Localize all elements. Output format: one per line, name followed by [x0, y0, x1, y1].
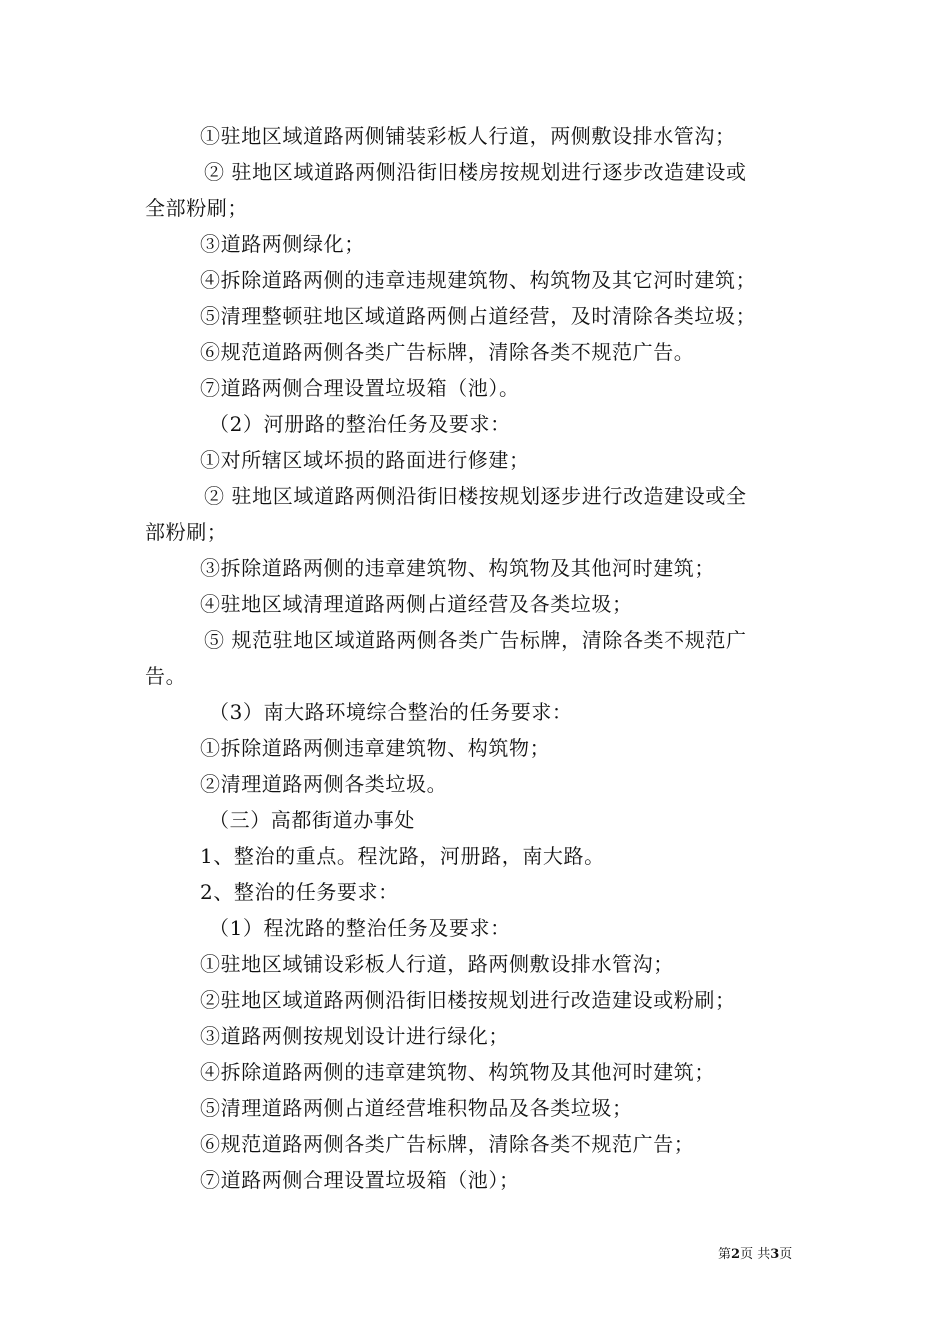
body-line: 告。 — [145, 664, 187, 688]
body-line: ② 驻地区域道路两侧沿街旧楼房按规划进行逐步改造建设或 — [204, 160, 747, 184]
body-line: ④拆除道路两侧的违章建筑物、构筑物及其他河时建筑； — [200, 1060, 715, 1084]
body-line: ⑤清理整顿驻地区域道路两侧占道经营，及时清除各类垃圾； — [200, 304, 757, 328]
body-line: ②清理道路两侧各类垃圾。 — [200, 772, 448, 796]
body-line: ⑦道路两侧合理设置垃圾箱（池）。 — [200, 376, 520, 400]
body-line: ⑥规范道路两侧各类广告标牌，清除各类不规范广告。 — [200, 340, 695, 364]
footer-suffix: 页 — [779, 1247, 793, 1262]
body-line: ③道路两侧绿化； — [200, 232, 365, 256]
body-line: ④拆除道路两侧的违章违规建筑物、构筑物及其它河时建筑； — [200, 268, 757, 292]
body-line: 部粉刷； — [145, 520, 228, 544]
footer-current-page: 2 — [731, 1247, 741, 1262]
body-line: ⑥规范道路两侧各类广告标牌，清除各类不规范广告； — [200, 1132, 695, 1156]
body-line: ④驻地区域清理道路两侧占道经营及各类垃圾； — [200, 592, 633, 616]
body-line: ①拆除道路两侧违章建筑物、构筑物； — [200, 736, 551, 760]
body-line: ③道路两侧按规划设计进行绿化； — [200, 1024, 509, 1048]
document-body — [145, 118, 810, 1198]
body-line: ③拆除道路两侧的违章建筑物、构筑物及其他河时建筑； — [200, 556, 715, 580]
body-line: ①驻地区域道路两侧铺装彩板人行道，两侧敷设排水管沟； — [200, 124, 736, 148]
body-line: ①驻地区域铺设彩板人行道，路两侧敷设排水管沟； — [200, 952, 674, 976]
page-number-footer — [718, 1247, 792, 1263]
body-line: 2、整治的任务要求： — [200, 880, 399, 904]
body-line: ①对所辖区域坏损的路面进行修建； — [200, 448, 530, 472]
section-heading: （3）南大路环境综合整治的任务要求： — [209, 700, 573, 724]
footer-total-pages: 3 — [770, 1247, 780, 1262]
body-line: 1、整治的重点。程沈路，河册路，南大路。 — [200, 844, 605, 868]
section-heading: （1）程沈路的整治任务及要求： — [209, 916, 511, 940]
body-line: ⑤ 规范驻地区域道路两侧各类广告标牌，清除各类不规范广 — [204, 628, 747, 652]
section-heading: （三）高都街道办事处 — [209, 808, 415, 832]
section-heading: （2）河册路的整治任务及要求： — [209, 412, 511, 436]
body-line: ②驻地区域道路两侧沿街旧楼按规划进行改造建设或粉刷； — [200, 988, 736, 1012]
body-line: ⑤清理道路两侧占道经营堆积物品及各类垃圾； — [200, 1096, 633, 1120]
body-line: ⑦道路两侧合理设置垃圾箱（池）； — [200, 1168, 520, 1192]
footer-prefix: 第 — [718, 1247, 732, 1262]
footer-middle: 页 共 — [740, 1247, 771, 1262]
body-line: ② 驻地区域道路两侧沿街旧楼按规划逐步进行改造建设或全 — [204, 484, 747, 508]
body-line: 全部粉刷； — [145, 196, 248, 220]
